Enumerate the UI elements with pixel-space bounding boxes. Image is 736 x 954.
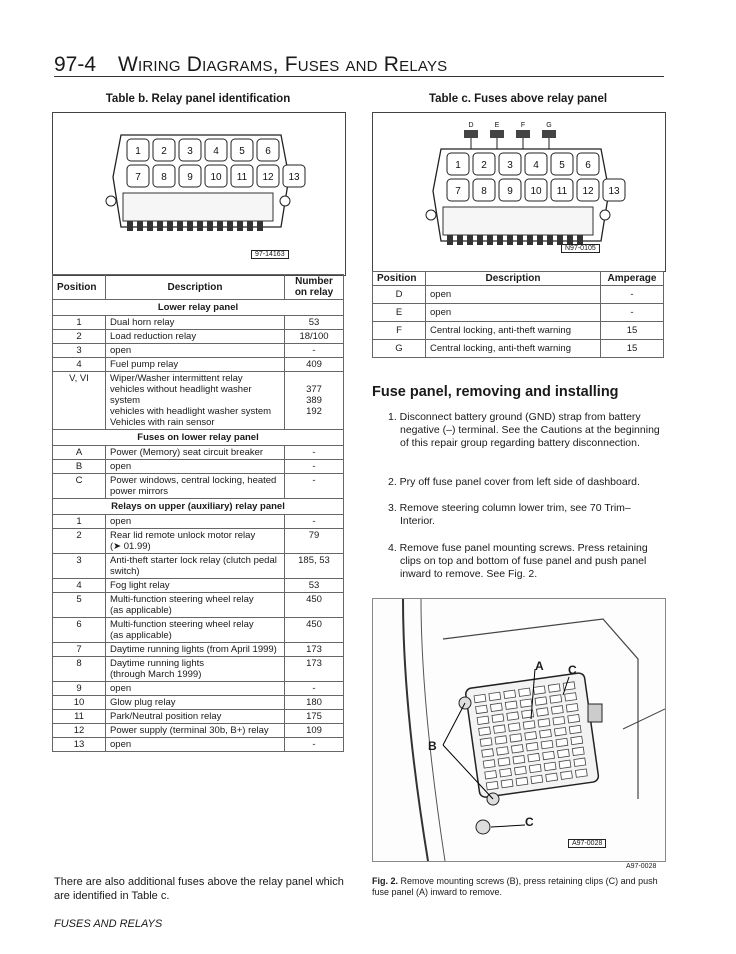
number-cell: 173 bbox=[285, 643, 344, 657]
description-cell: open bbox=[106, 344, 285, 358]
fuse-letter: E bbox=[494, 122, 500, 129]
fuses-above-relay-table bbox=[372, 271, 664, 358]
page-number: 97-4 bbox=[54, 53, 97, 76]
description-cell: Rear lid remote unlock motor relay (➤ 01.99) bbox=[106, 529, 285, 554]
amperage-cell: - bbox=[601, 304, 664, 322]
relay-slot bbox=[603, 179, 625, 201]
position-cell: A bbox=[53, 446, 106, 460]
relay-slot bbox=[231, 139, 253, 161]
table-row bbox=[53, 657, 344, 682]
relay-slot bbox=[179, 139, 201, 161]
relay-slot bbox=[473, 179, 495, 201]
fuse-letter: F bbox=[520, 122, 526, 129]
number-cell: - bbox=[285, 682, 344, 696]
relay-slot bbox=[525, 153, 547, 175]
clip-c-icon bbox=[476, 820, 490, 834]
number-cell: 175 bbox=[285, 710, 344, 724]
relay-number: 10 bbox=[530, 186, 542, 197]
number-cell: - bbox=[285, 474, 344, 499]
position-cell: F bbox=[373, 322, 426, 340]
relay-number: 9 bbox=[187, 172, 193, 183]
relay-number: 8 bbox=[161, 172, 167, 183]
relay-number: 2 bbox=[161, 146, 167, 157]
label-c-top: C bbox=[568, 663, 577, 677]
position-cell: G bbox=[373, 340, 426, 358]
relay-number: 4 bbox=[533, 160, 539, 171]
table-row bbox=[373, 304, 664, 322]
figure-2-caption-text: Remove mounting screws (B), press retaining clips (C) and push fuse panel (A) inward to remove. bbox=[372, 876, 658, 897]
relay-slot bbox=[205, 165, 227, 187]
step-3: 3. Remove steering column lower trim, see 70 Trim–Interior. bbox=[388, 502, 631, 527]
description-cell: Daytime running lights (from April 1999) bbox=[106, 643, 285, 657]
table-row bbox=[53, 724, 344, 738]
table-row bbox=[53, 316, 344, 330]
description-cell: Power supply (terminal 30b, B+) relay bbox=[106, 724, 285, 738]
relay-slot bbox=[127, 165, 149, 187]
number-cell: 53 bbox=[285, 316, 344, 330]
relay-panel-diagram bbox=[53, 113, 345, 275]
table-row bbox=[53, 515, 344, 529]
number-cell: 450 bbox=[285, 593, 344, 618]
relay-number: 11 bbox=[556, 186, 568, 197]
position-cell: 4 bbox=[53, 579, 106, 593]
relay-number: 9 bbox=[507, 186, 513, 197]
relay-number: 4 bbox=[213, 146, 219, 157]
section-heading: Fuse panel, removing and installing bbox=[372, 384, 619, 400]
table-row bbox=[53, 358, 344, 372]
position-cell: 4 bbox=[53, 358, 106, 372]
fuses-above-relay-diagram bbox=[373, 113, 665, 271]
relay-number: 8 bbox=[481, 186, 487, 197]
fuse-slot-e bbox=[490, 122, 504, 149]
relay-slot bbox=[153, 139, 175, 161]
description-cell: Wiper/Washer intermittent relay vehicles without headlight washer system vehicles with headlight washer system Vehicles with rain sensor bbox=[106, 372, 285, 430]
description-cell: Central locking, anti-theft warning bbox=[426, 340, 601, 358]
relay-panel bbox=[426, 149, 625, 245]
position-cell: 1 bbox=[53, 515, 106, 529]
section-title: Lower relay panel bbox=[53, 300, 344, 316]
table-row bbox=[53, 554, 344, 579]
number-cell: 450 bbox=[285, 618, 344, 643]
figure-2-caption bbox=[372, 876, 664, 898]
fuse-letter: G bbox=[546, 122, 552, 129]
column-header-number: Number on relay bbox=[285, 275, 344, 300]
number-cell: 185, 53 bbox=[285, 554, 344, 579]
position-cell: B bbox=[53, 460, 106, 474]
description-cell: open bbox=[426, 304, 601, 322]
fuse-panel-illustration bbox=[373, 599, 665, 861]
table-row bbox=[53, 696, 344, 710]
position-cell: V, VI bbox=[53, 372, 106, 430]
position-cell: 9 bbox=[53, 682, 106, 696]
page-footer: FUSES AND RELAYS bbox=[54, 918, 163, 930]
table-row bbox=[53, 460, 344, 474]
section-title: Fuses on lower relay panel bbox=[53, 430, 344, 446]
relay-slot bbox=[551, 153, 573, 175]
position-cell: 12 bbox=[53, 724, 106, 738]
number-cell: 18/100 bbox=[285, 330, 344, 344]
relay-number: 5 bbox=[559, 160, 565, 171]
figure-id-label: N97-0105 bbox=[561, 244, 600, 253]
amperage-cell: 15 bbox=[601, 322, 664, 340]
relay-number: 3 bbox=[187, 146, 193, 157]
section-row bbox=[53, 300, 344, 316]
fuse-panel-figure bbox=[372, 112, 666, 272]
label-b: B bbox=[428, 739, 437, 753]
description-cell: open bbox=[106, 738, 285, 752]
relay-slot bbox=[257, 165, 279, 187]
clip-c-icon bbox=[588, 704, 602, 722]
column-header-description: Description bbox=[426, 272, 601, 286]
relay-slot bbox=[283, 165, 305, 187]
relay-slot bbox=[525, 179, 547, 201]
number-cell: - bbox=[285, 344, 344, 358]
number-cell: - bbox=[285, 446, 344, 460]
table-row bbox=[53, 529, 344, 554]
header-divider bbox=[54, 76, 664, 77]
fuse-slot-f bbox=[516, 122, 530, 149]
number-cell: 53 bbox=[285, 579, 344, 593]
relay-number: 1 bbox=[455, 160, 461, 171]
position-cell: 10 bbox=[53, 696, 106, 710]
description-cell: Power (Memory) seat circuit breaker bbox=[106, 446, 285, 460]
table-row bbox=[53, 738, 344, 752]
table-row bbox=[373, 286, 664, 304]
table-row bbox=[53, 474, 344, 499]
fuse-slot-g bbox=[542, 122, 556, 149]
table-row bbox=[53, 446, 344, 460]
relay-number: 13 bbox=[608, 186, 620, 197]
description-cell: Daytime running lights (through March 1999) bbox=[106, 657, 285, 682]
position-cell: 6 bbox=[53, 618, 106, 643]
position-cell: 13 bbox=[53, 738, 106, 752]
relay-number: 2 bbox=[481, 160, 487, 171]
relay-slot bbox=[447, 153, 469, 175]
position-cell: 11 bbox=[53, 710, 106, 724]
column-header-description: Description bbox=[106, 275, 285, 300]
amperage-cell: - bbox=[601, 286, 664, 304]
table-row bbox=[53, 344, 344, 358]
description-cell: Glow plug relay bbox=[106, 696, 285, 710]
number-cell: - bbox=[285, 460, 344, 474]
description-cell: Dual horn relay bbox=[106, 316, 285, 330]
position-cell: 8 bbox=[53, 657, 106, 682]
table-row bbox=[53, 618, 344, 643]
position-cell: 2 bbox=[53, 330, 106, 344]
description-cell: Multi-function steering wheel relay (as applicable) bbox=[106, 593, 285, 618]
description-cell: open bbox=[106, 682, 285, 696]
number-cell: 180 bbox=[285, 696, 344, 710]
relay-identification-table bbox=[52, 274, 344, 752]
table-c-note: There are also additional fuses above the relay panel which are identified in Table c. bbox=[54, 876, 344, 902]
column-header-position: Position bbox=[373, 272, 426, 286]
relay-slot bbox=[499, 153, 521, 175]
figure-id-label-outer: A97-0028 bbox=[626, 863, 657, 870]
number-cell: 377 389 192 bbox=[285, 372, 344, 430]
relay-number: 11 bbox=[236, 172, 248, 183]
section-row bbox=[53, 430, 344, 446]
position-cell: E bbox=[373, 304, 426, 322]
position-cell: 1 bbox=[53, 316, 106, 330]
table-row bbox=[53, 682, 344, 696]
section-title: Relays on upper (auxiliary) relay panel bbox=[53, 499, 344, 515]
description-cell: Load reduction relay bbox=[106, 330, 285, 344]
relay-slot bbox=[577, 153, 599, 175]
position-cell: C bbox=[53, 474, 106, 499]
relay-slot bbox=[179, 165, 201, 187]
column-header-amperage: Amperage bbox=[601, 272, 664, 286]
label-c-bottom: C bbox=[525, 815, 534, 829]
relay-slot bbox=[127, 139, 149, 161]
label-a: A bbox=[535, 659, 544, 673]
relay-slot bbox=[257, 139, 279, 161]
relay-number: 6 bbox=[265, 146, 271, 157]
table-row bbox=[53, 579, 344, 593]
number-cell: 79 bbox=[285, 529, 344, 554]
table-c-caption: Table c. Fuses above relay panel bbox=[428, 93, 608, 105]
fuse-slot-d bbox=[464, 122, 478, 149]
table-row bbox=[53, 372, 344, 430]
relay-number: 6 bbox=[585, 160, 591, 171]
step-4: 4. Remove fuse panel mounting screws. Press retaining clips on top and bottom of fuse panel and push panel inward to remove. See Fig. 2. bbox=[388, 542, 648, 580]
relay-number: 7 bbox=[135, 172, 141, 183]
relay-number: 10 bbox=[210, 172, 222, 183]
fuse-panel-photo bbox=[372, 598, 666, 862]
relay-number: 3 bbox=[507, 160, 513, 171]
number-cell: 173 bbox=[285, 657, 344, 682]
figure-id-label-inner: A97-0028 bbox=[568, 839, 606, 848]
column-header-position: Position bbox=[53, 275, 106, 300]
relay-number: 5 bbox=[239, 146, 245, 157]
relay-number: 12 bbox=[262, 172, 274, 183]
relay-slot bbox=[231, 165, 253, 187]
relay-number: 13 bbox=[288, 172, 300, 183]
description-cell: Park/Neutral position relay bbox=[106, 710, 285, 724]
figure-2-caption-prefix: Fig. 2. bbox=[372, 876, 399, 886]
relay-number: 12 bbox=[582, 186, 594, 197]
description-cell: Fog light relay bbox=[106, 579, 285, 593]
table-row bbox=[373, 340, 664, 358]
description-cell: Fuel pump relay bbox=[106, 358, 285, 372]
description-cell: Power windows, central locking, heated power mirrors bbox=[106, 474, 285, 499]
position-cell: D bbox=[373, 286, 426, 304]
section-row bbox=[53, 499, 344, 515]
position-cell: 7 bbox=[53, 643, 106, 657]
table-row bbox=[53, 593, 344, 618]
position-cell: 2 bbox=[53, 529, 106, 554]
relay-slot bbox=[153, 165, 175, 187]
relay-slot bbox=[205, 139, 227, 161]
position-cell: 5 bbox=[53, 593, 106, 618]
step-1: 1. Disconnect battery ground (GND) strap from battery negative (–) terminal. See the Cautions at the beginning of this repair group regarding battery disconnection. bbox=[388, 411, 660, 449]
relay-slot bbox=[551, 179, 573, 201]
number-cell: - bbox=[285, 738, 344, 752]
fuse-letter: D bbox=[468, 122, 474, 129]
description-cell: Central locking, anti-theft warning bbox=[426, 322, 601, 340]
relay-slot bbox=[473, 153, 495, 175]
relay-slot bbox=[447, 179, 469, 201]
number-cell: 409 bbox=[285, 358, 344, 372]
relay-panel bbox=[106, 135, 305, 231]
table-b-caption: Table b. Relay panel identification bbox=[105, 93, 291, 105]
position-cell: 3 bbox=[53, 554, 106, 579]
description-cell: open bbox=[106, 460, 285, 474]
number-cell: 109 bbox=[285, 724, 344, 738]
relay-number: 1 bbox=[135, 146, 141, 157]
table-row bbox=[53, 710, 344, 724]
page-title: Wiring Diagrams, Fuses and Relays bbox=[118, 53, 448, 76]
relay-number: 7 bbox=[455, 186, 461, 197]
step-2: 2. Pry off fuse panel cover from left side of dashboard. bbox=[388, 476, 640, 488]
relay-slot bbox=[499, 179, 521, 201]
description-cell: Multi-function steering wheel relay (as applicable) bbox=[106, 618, 285, 643]
table-row bbox=[53, 643, 344, 657]
table-row bbox=[53, 330, 344, 344]
table-row bbox=[373, 322, 664, 340]
figure-id-label: 97-14163 bbox=[251, 250, 289, 259]
relay-panel-figure bbox=[52, 112, 346, 276]
description-cell: Anti-theft starter lock relay (clutch pedal switch) bbox=[106, 554, 285, 579]
relay-slot bbox=[577, 179, 599, 201]
position-cell: 3 bbox=[53, 344, 106, 358]
number-cell: - bbox=[285, 515, 344, 529]
amperage-cell: 15 bbox=[601, 340, 664, 358]
description-cell: open bbox=[426, 286, 601, 304]
description-cell: open bbox=[106, 515, 285, 529]
